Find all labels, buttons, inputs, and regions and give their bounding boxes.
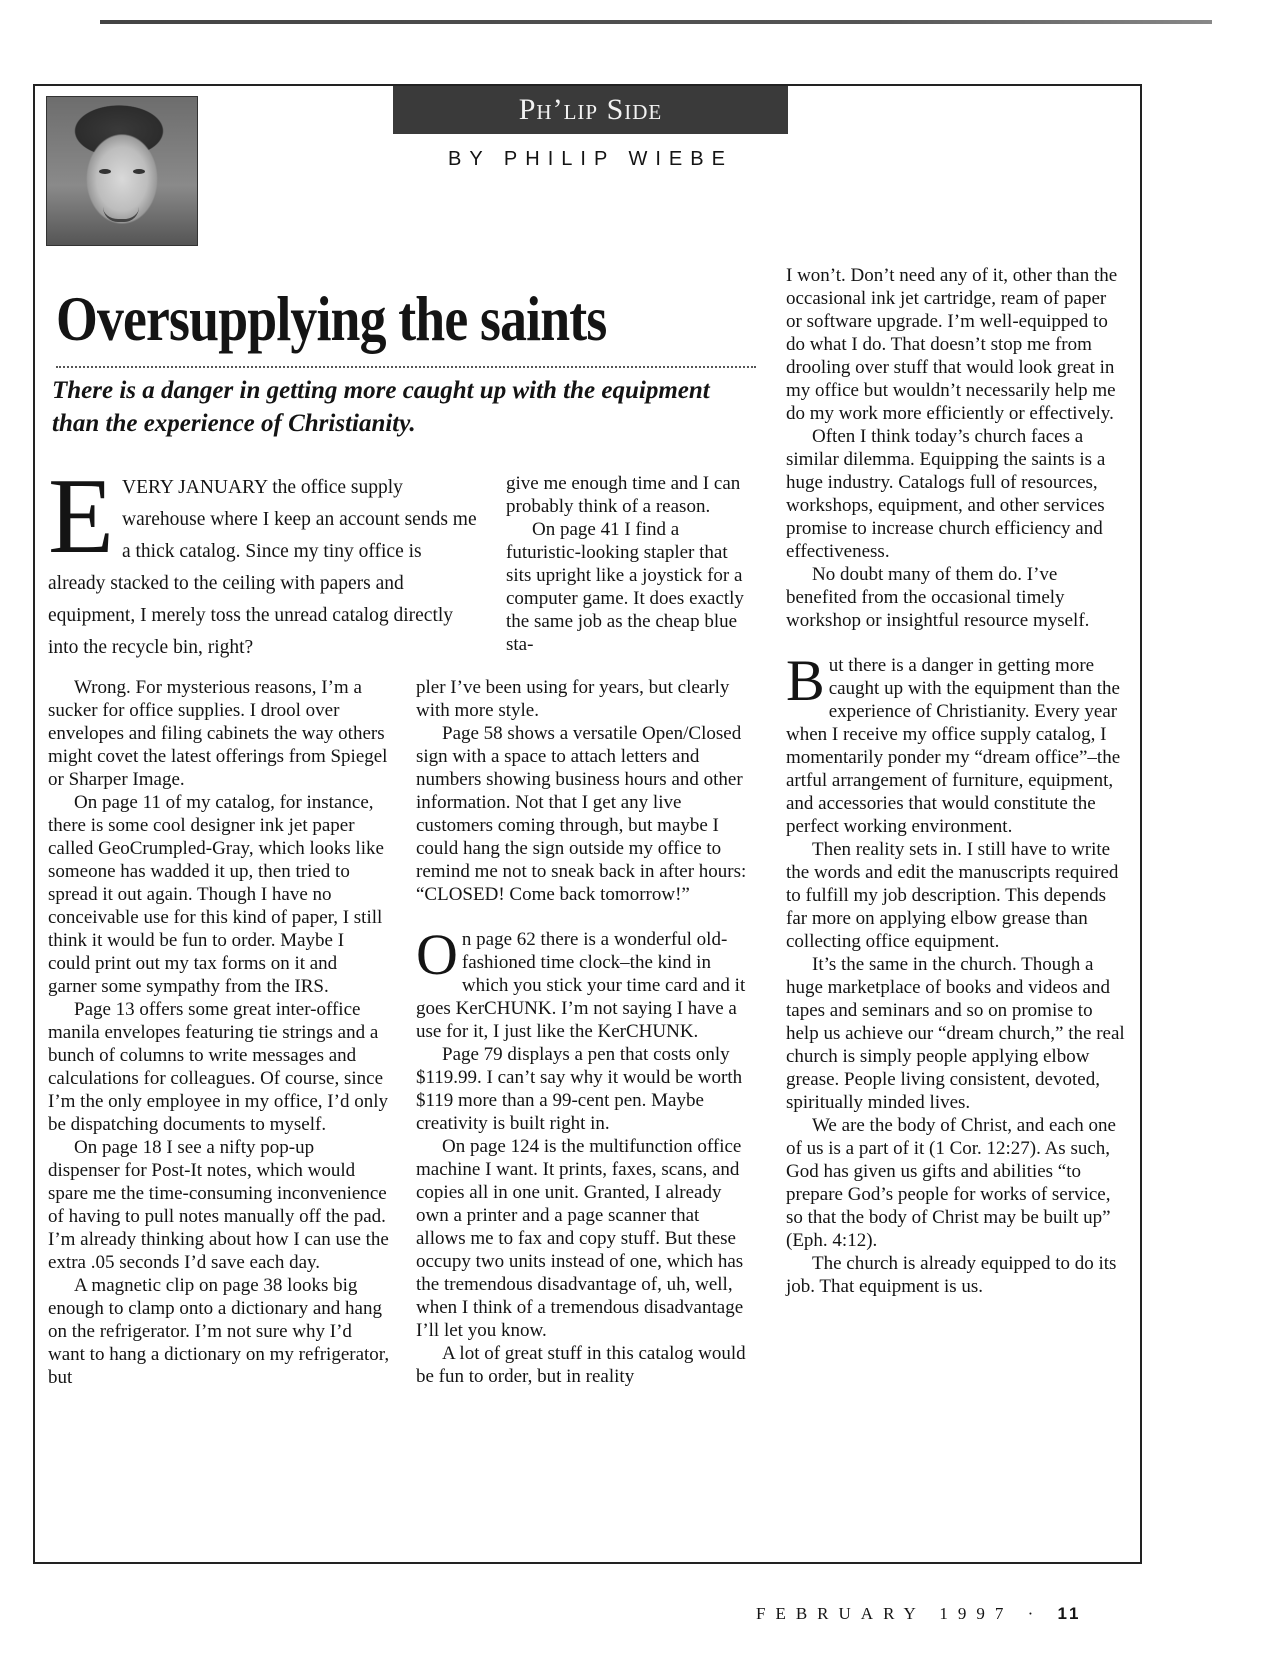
paragraph: On page 41 I find a futuristic-looking stapler that sits upright like a joystick for a computer game. It does exactly the same job as the cheap blue sta-	[506, 519, 744, 655]
issue-date: FEBRUARY 1997 ·	[756, 1604, 1044, 1623]
headline: Oversupplying the saints	[56, 283, 607, 354]
paragraph: Page 13 offers some great inter-office manila envelopes featuring tie strings and a bunch of columns to write messages and calculations for colleagues. Of course, since I’m the only employee in my office, I’d only be dispatching documents to myself.	[48, 999, 388, 1135]
lead-paragraph	[48, 457, 480, 664]
byline: BY PHILIP WIEBE	[448, 148, 733, 170]
column-2-top	[506, 472, 756, 656]
paragraph: give me enough time and I can probably think of a reason.	[506, 473, 741, 517]
drop-cap: B	[786, 648, 825, 713]
paragraph: A magnetic clip on page 38 looks big enough to clamp onto a dictionary and hang on the refrigerator. I’m not sure why I’d want to hang a dictionary on my refrigerator, but	[48, 1275, 390, 1388]
paragraph	[786, 648, 1126, 838]
paragraph: pler I’ve been using for years, but clearly with more style.	[416, 677, 730, 721]
paragraph-text: ut there is a danger in getting more caught up with the equipment than the experience of Christianity. Every year when I receive my office supply catalog, I momentarily ponder my “dream office”–the artful arrangement of furniture, equipment, and accessories that would constitute the perfect working environment.	[786, 655, 1121, 837]
drop-cap: O	[416, 922, 458, 987]
paragraph: Page 79 displays a pen that costs only $119.99. I can’t say why it would be worth $119 more than a 99-cent pen. Maybe creativity is built right in.	[416, 1044, 743, 1134]
top-rule	[100, 20, 1212, 24]
paragraph-text: n page 62 there is a wonderful old-fashioned time clock–the kind in which you stick your time card and it goes KerCHUNK. I’m not saying I have a use for it, I just like the KerCHUNK.	[416, 929, 746, 1042]
paragraph	[416, 922, 752, 1043]
lead-text: VERY JANUARY the office supply warehouse where I keep an account sends me a thick catalog. Since my tiny office is already stacked to the ceiling with papers and equipment, I merely toss the unread catalog directly into the recycle bin, right?	[48, 477, 477, 658]
column-name: Ph’lip Side	[393, 86, 788, 134]
paragraph: Often I think today’s church faces a similar dilemma. Equipping the saints is a huge industry. Catalogs full of resources, workshops, equipment, and other services promise to increase church efficiency and effectiveness.	[786, 426, 1106, 562]
paragraph: On page 18 I see a nifty pop-up dispenser for Post-It notes, which would spare me the time-consuming inconvenience of having to pull notes manually off the pad. I’m already thinking about how I can use the extra .05 seconds I’d save each day.	[48, 1137, 389, 1273]
photo-eye-icon	[99, 169, 111, 174]
paragraph: It’s the same in the church. Though a huge marketplace of books and videos and tapes and seminars and so on promise to help us achieve our “dream church,” the real church is simply people applying elbow grease. People living consistent, devoted, spiritually minded lives.	[786, 954, 1125, 1113]
paragraph: On page 124 is the multifunction office machine I want. It prints, faxes, scans, and copies all in one unit. Granted, I already own a printer and a page scanner that allows me to fax and copy stuff. But these occupy two units instead of one, which has the tremendous disadvantage of, uh, well, when I think of a tremendous disadvantage I’ll let you know.	[416, 1136, 744, 1341]
deck: There is a danger in getting more caught up with the equipment than the experience of Christianity.	[52, 377, 710, 437]
paragraph: I won’t. Don’t need any of it, other than the occasional ink jet cartridge, ream of paper or software upgrade. I’m well-equipped to do what I do. That doesn’t stop me from drooling over stuff that would look great in my office but wouldn’t necessarily help me do my work more efficiently or effectively.	[786, 265, 1118, 424]
column-2	[416, 676, 752, 1388]
paragraph: No doubt many of them do. I’ve benefited from the occasional timely workshop or insightful resource myself.	[786, 564, 1090, 631]
column-1	[48, 676, 390, 1389]
paragraph: Then reality sets in. I still have to write the words and edit the manuscripts required to fulfill my job description. This depends far more on applying elbow grease than collecting office equipment.	[786, 839, 1119, 952]
photo-mouth-icon	[103, 207, 139, 222]
author-photo	[46, 96, 198, 246]
photo-eye-icon	[133, 169, 145, 174]
page-footer	[756, 1604, 1082, 1624]
paragraph: A lot of great stuff in this catalog would be fun to order, but in reality	[416, 1343, 746, 1387]
paragraph: On page 11 of my catalog, for instance, there is some cool designer ink jet paper called GeoCrumpled-Gray, which looks like someone has wadded it up, then tried to spread it out again. Though I have no conceivable use for this kind of paper, I still think it would be fun to order. Maybe I could print out my tax forms on it and garner some sympathy from the IRS.	[48, 792, 384, 997]
paragraph: Page 58 shows a versatile Open/Closed sign with a space to attach letters and numbers showing business hours and other information. Not that I get any live customers coming through, but maybe I could hang the sign outside my office to remind me not to sneak back in after hours: “CLOSED! Come back tomorrow!”	[416, 723, 747, 905]
column-3	[786, 264, 1126, 1298]
drop-cap: E	[48, 457, 114, 576]
paragraph: We are the body of Christ, and each one of us is a part of it (1 Cor. 12:27). As such, God has given us gifts and abilities “to prepare God’s people for works of service, so that the body of Christ may be built up” (Eph. 4:12).	[786, 1115, 1116, 1251]
paragraph: The church is already equipped to do its job. That equipment is us.	[786, 1253, 1117, 1297]
dotted-divider	[56, 366, 756, 368]
paragraph: Wrong. For mysterious reasons, I’m a sucker for office supplies. I drool over envelopes and filing cabinets the way others might covet the latest offerings from Spiegel or Sharper Image.	[48, 677, 388, 790]
page-number: 11	[1057, 1604, 1082, 1623]
